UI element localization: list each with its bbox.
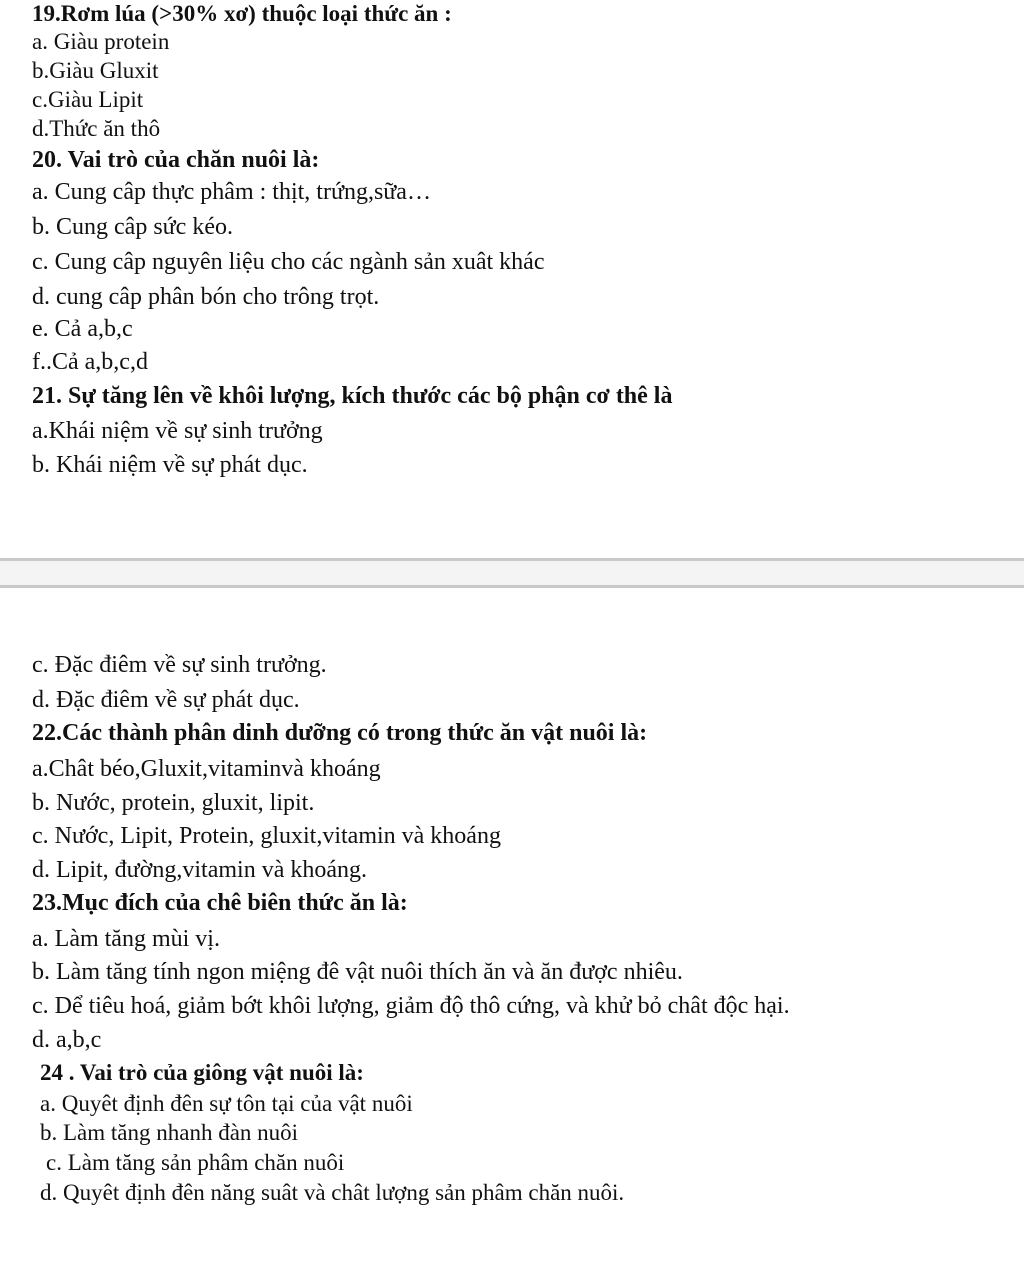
question-23-option-a: a. Làm tăng mùi vị. (32, 926, 220, 952)
question-22-option-b: b. Nước, protein, gluxit, lipit. (32, 790, 315, 816)
question-20-option-c: c. Cung câp nguyên liệu cho các ngành sản xuât khác (32, 249, 545, 275)
page-separator (0, 558, 1024, 588)
question-24-title: 24 . Vai trò của giông vật nuôi là: (40, 1060, 364, 1085)
question-20-option-b: b. Cung câp sức kéo. (32, 214, 233, 240)
question-21-option-b: b. Khái niệm về sự phát dục. (32, 452, 308, 478)
question-20-option-e: e. Cả a,b,c (32, 316, 133, 342)
question-24-option-a: a. Quyêt định đên sự tôn tại của vật nuôi (40, 1091, 413, 1116)
question-22-title: 22.Các thành phân dinh dưỡng có trong thức ăn vật nuôi là: (32, 720, 648, 746)
question-23-option-b: b. Làm tăng tính ngon miệng đê vật nuôi thích ăn và ăn được nhiêu. (32, 959, 683, 985)
question-24-option-d: d. Quyêt định đên năng suât và chât lượng sản phâm chăn nuôi. (40, 1180, 625, 1205)
question-21-option-c: c. Đặc điêm về sự sinh trưởng. (32, 652, 327, 678)
question-19-title: 19.Rơm lúa (>30% xơ) thuộc loại thức ăn : (32, 1, 452, 26)
question-22-option-c: c. Nước, Lipit, Protein, gluxit,vitamin và khoáng (32, 823, 501, 849)
question-21-option-a: a.Khái niệm về sự sinh trưởng (32, 418, 323, 444)
question-22-option-a: a.Chât béo,Gluxit,vitaminvà khoáng (32, 756, 381, 782)
question-24-option-b: b. Làm tăng nhanh đàn nuôi (40, 1120, 299, 1145)
question-21-option-d: d. Đặc điêm về sự phát dục. (32, 687, 300, 713)
question-23-title: 23.Mục đích của chê biên thức ăn là: (32, 890, 408, 916)
question-23-option-c: c. Dể tiêu hoá, giảm bớt khôi lượng, giảm độ thô cứng, và khử bỏ chât độc hại. (32, 993, 790, 1019)
question-19-option-c: c.Giàu Lipit (32, 87, 144, 112)
question-24-option-c: c. Làm tăng sản phâm chăn nuôi (46, 1150, 345, 1175)
question-23-option-d: d. a,b,c (32, 1027, 102, 1053)
question-20-title: 20. Vai trò của chăn nuôi là: (32, 147, 320, 173)
question-20-option-f: f..Cả a,b,c,d (32, 349, 148, 375)
question-20-option-d: d. cung câp phân bón cho trông trọt. (32, 284, 380, 310)
question-19-option-d: d.Thức ăn thô (32, 116, 161, 141)
question-19-option-a: a. Giàu protein (32, 29, 170, 54)
question-19-option-b: b.Giàu Gluxit (32, 58, 159, 83)
question-22-option-d: d. Lipit, đường,vitamin và khoáng. (32, 857, 367, 883)
question-21-title: 21. Sự tăng lên về khôi lượng, kích thước các bộ phận cơ thê là (32, 383, 673, 409)
question-20-option-a: a. Cung câp thực phâm : thịt, trứng,sữa… (32, 179, 431, 205)
